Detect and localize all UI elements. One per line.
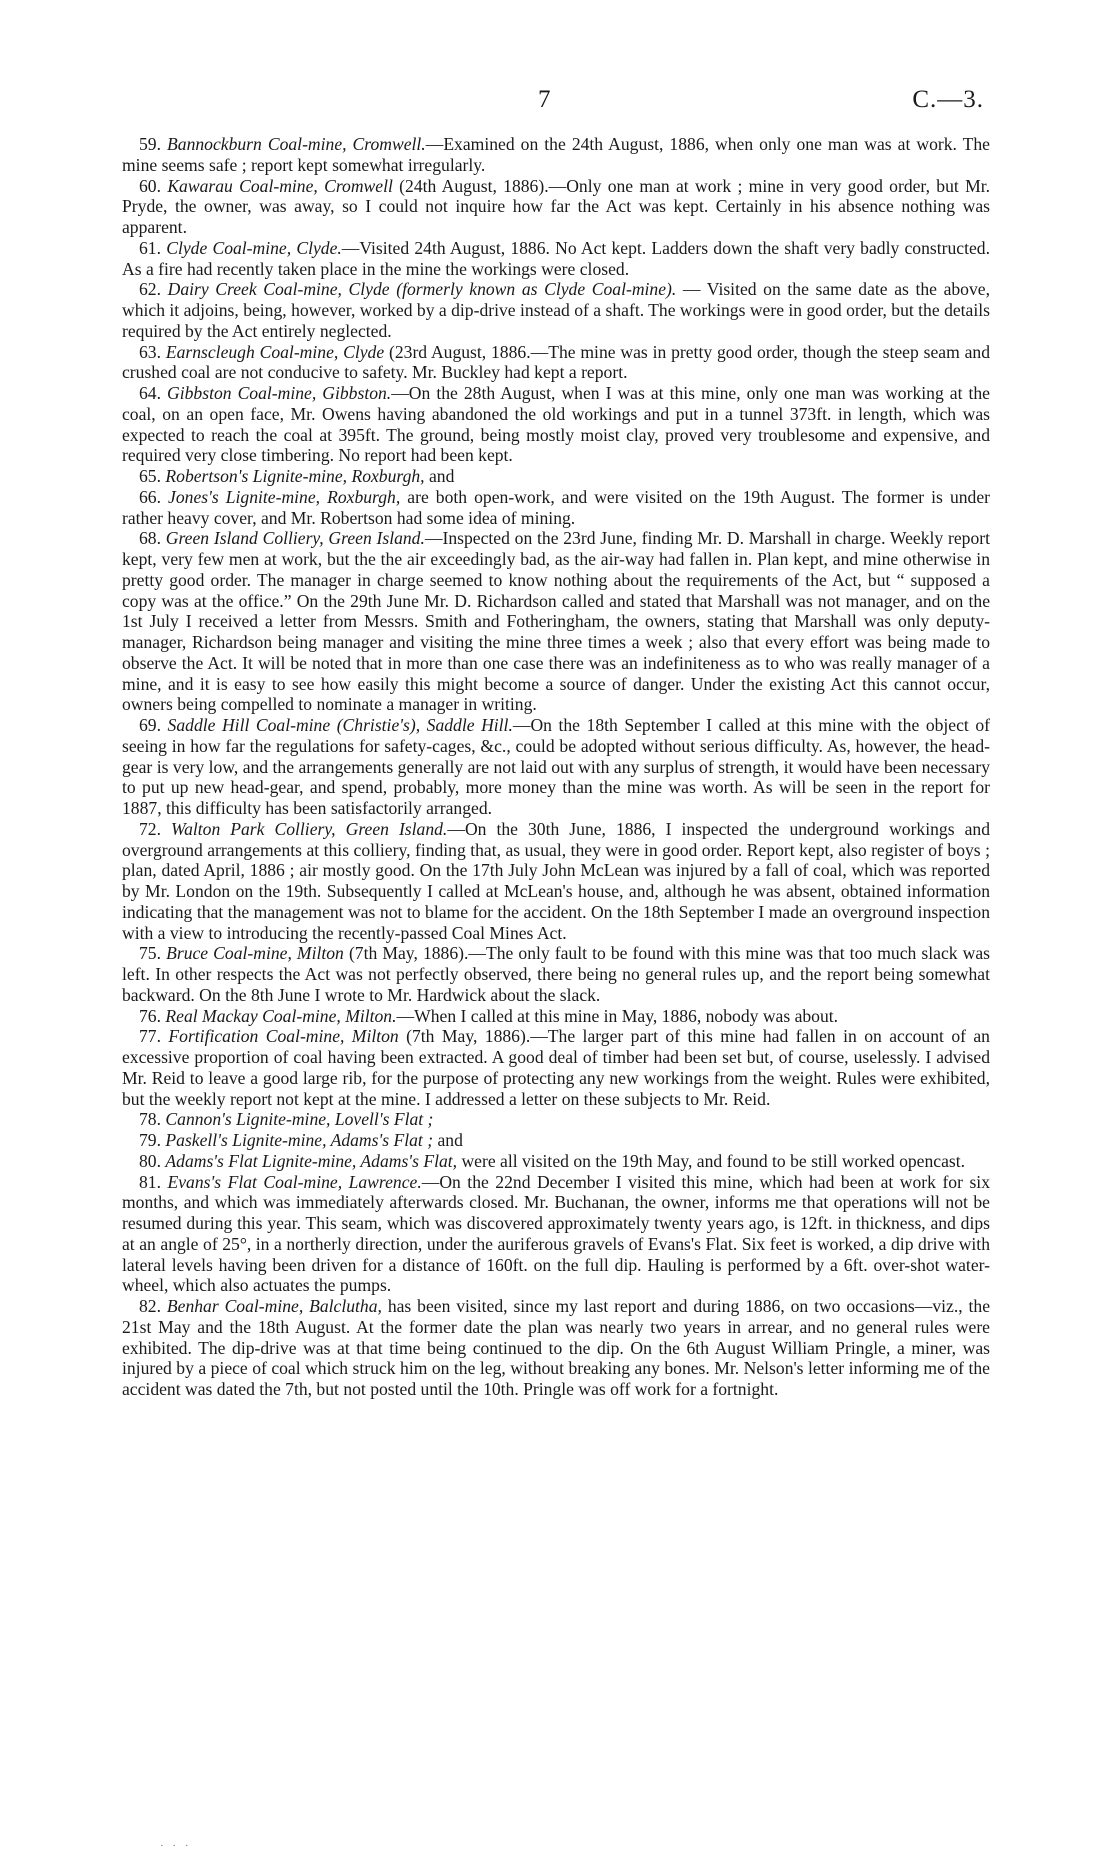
mine-title: Kawarau Coal-mine, Cromwell [167, 175, 393, 196]
paragraph-number: 64. [139, 383, 161, 403]
paragraph-text: were all visited on the 19th May, and found to be still worked opencast. [457, 1150, 966, 1171]
mine-title: Robertson's Lignite-mine, Roxburgh, [165, 466, 425, 486]
paragraph-61 [122, 238, 990, 280]
mine-title: Benhar Coal-mine, Balclutha, [166, 1296, 382, 1316]
paragraph-65 [122, 466, 990, 487]
paragraph-text: and [433, 1130, 463, 1150]
mine-title: Real Mackay Coal-mine, Milton. [165, 1005, 397, 1026]
mine-title: Walton Park Colliery, Green Island. [171, 818, 448, 839]
paragraph-number: 66. [139, 486, 161, 507]
paragraph-80 [122, 1151, 990, 1172]
paragraph-number: 81. [139, 1171, 161, 1192]
paragraph-77 [122, 1026, 990, 1109]
mine-title: Dairy Creek Coal-mine, Clyde (formerly known as Clyde Coal-mine). [167, 279, 677, 300]
paragraph-number: 72. [139, 818, 161, 839]
mine-title: Clyde Coal-mine, Clyde. [166, 237, 342, 258]
paragraph-60 [122, 176, 990, 238]
paragraph-number: 63. [139, 341, 161, 362]
paragraph-number: 60. [139, 175, 161, 196]
paragraph-text: —When I called at this mine in May, 1886, nobody was about. [396, 1005, 839, 1026]
mine-title: Cannon's Lignite-mine, Lovell's Flat ; [165, 1109, 434, 1130]
mine-title: Bannockburn Coal-mine, Cromwell. [167, 134, 426, 154]
paragraph-text: (7th May, 1886).—The only fault to be found with this mine was that too much slack was left. In other respects the Act was not perfectly observed, there being no general rules up, and the report being somewhat backward. On the 8th June I wrote to Mr. Hardwick about the slack. [122, 943, 990, 1005]
paragraph-text: —On the 30th June, 1886, I inspected the underground workings and overground arrangements at this colliery, finding that, as usual, they were in good order. Report kept, also register of boys ; plan, dated April, 1886 ; air mostly good. On the 17th July John McLean was injured by a fall of coal, which was reported by Mr. London on the 19th. Subsequently I called at McLean's house, and, although he was absent, obtained information indicating that the management was not to blame for the accident. On the 18th September I made an overground inspection with a view to introducing the recently-passed Coal Mines Act. [122, 818, 990, 943]
paragraph-72 [122, 819, 990, 944]
paragraph-number: 61. [139, 237, 161, 258]
paragraph-text: has been visited, since my last report and during 1886, on two occasions—viz., the 21st May and the 18th August. At the former date the plan was nearly two years in arrear, and no general rules were exhibited. The dip-drive was at that time being continued to the dip. On the 6th August William Pringle, a miner, was injured by a piece of coal which struck him on the leg, without breaking any bones. Mr. Nelson's letter informing me of the accident was dated the 7th, but not posted until the 10th. Pringle was off work for a fortnight. [122, 1296, 991, 1399]
paragraph-number: 79. [139, 1130, 161, 1150]
paragraph-number: 82. [139, 1296, 161, 1316]
paragraph-text: (23rd August, 1886.—The mine was in pretty good order, though the steep seam and crushed coal are not conducive to safety. Mr. Buckley had kept a report. [122, 341, 991, 383]
report-body [122, 134, 990, 1400]
paragraph-69 [122, 715, 990, 819]
paragraph-81 [122, 1172, 990, 1297]
paragraph-number: 77. [139, 1026, 161, 1047]
document-code: C.—3. [912, 86, 984, 113]
paragraph-78 [122, 1109, 990, 1130]
paragraph-text: —On the 18th September I called at this mine with the object of seeing in how far the regulations for safety-cages, &c., could be adopted without serious difficulty. As, however, the head-gear is very low, and the arrangements generally are not laid out with any surplus of strength, it would have been necessary to put up new head-gear, and spend, probably, more money than the mine was worth. As will be seen in the report for 1887, this difficulty has been satisfactorily arranged. [122, 715, 990, 818]
paragraph-text: —On the 22nd December I visited this mine, which had been at work for six months, and which was immediately afterwards closed. Mr. Buchanan, the owner, informs me that operations will not be resumed during this year. This seam, which was discovered approximately twenty years ago, is 12ft. in thickness, and dips at an angle of 25°, in a northerly direction, under the auriferous gravels of Evans's Flat. Six feet is worked, a dip drive with lateral levels having been driven for a distance of 160ft. on the full dip. Hauling is performed by a 6ft. over-shot water-wheel, which also actuates the pumps. [122, 1171, 990, 1296]
page-number: 7 [538, 86, 551, 113]
mine-title: Gibbston Coal-mine, Gibbston. [167, 383, 392, 403]
paragraph-text: —Examined on the 24th August, 1886, when only one man was at work. The mine seems safe ; report kept somewhat irregularly. [122, 134, 990, 175]
mine-title: Jones's Lignite-mine, Roxburgh, [168, 486, 401, 507]
paragraph-number: 75. [139, 943, 161, 964]
paragraph-text: —On the 28th August, when I was at this mine, only one man was working at the coal, on an open face, Mr. Owens having abandoned the old workings and put in a tunnel 373ft. in length, which was expected to reach the coal at 395ft. The ground, being mostly moist clay, proved very troublesome and expensive, and required very close timbering. No report had been kept. [122, 383, 990, 466]
paragraph-text: and [424, 466, 455, 486]
paragraph-number: 68. [139, 528, 161, 549]
paragraph-text: — Visited on the same date as the above, which it adjoins, being, however, worked by a dip-drive instead of a shaft. The workings were in good order, but the details required by the Act entirely neglected. [122, 279, 990, 341]
mine-title: Earnscleugh Coal-mine, Clyde [165, 341, 385, 362]
mine-title: Evans's Flat Coal-mine, Lawrence. [167, 1171, 422, 1192]
paragraph-number: 80. [139, 1150, 161, 1171]
mine-title: Bruce Coal-mine, Milton [166, 943, 344, 964]
paragraph-number: 69. [139, 715, 161, 735]
paragraph-text: are both open-work, and were visited on the 19th August. The former is under rather heavy cover, and Mr. Robertson had some idea of mining. [122, 486, 990, 528]
paragraph-63 [122, 342, 990, 384]
paragraph-68 [122, 528, 990, 715]
paragraph-82 [122, 1296, 990, 1400]
paragraph-79 [122, 1130, 990, 1151]
paragraph-76 [122, 1006, 990, 1027]
print-mark: · · · [160, 1840, 192, 1852]
paragraph-number: 65. [139, 466, 161, 486]
paragraph-64 [122, 383, 990, 466]
paragraph-59 [122, 134, 990, 176]
paragraph-number: 76. [139, 1005, 161, 1026]
paragraph-number: 59. [139, 134, 161, 154]
mine-title: Fortification Coal-mine, Milton [168, 1026, 399, 1047]
paragraph-number: 62. [139, 279, 161, 300]
paragraph-text: —Inspected on the 23rd June, finding Mr. D. Marshall in charge. Weekly report kept, very few men at work, but the the air exceedingly bad, as the air-way had fallen in. Plan kept, and mine otherwise in pretty good order. The manager in charge seemed to know nothing about the requirements of the Act, but “ supposed a copy was at the office.” On the 29th June Mr. D. Richardson called and stated that Marshall was not manager, and on the 1st July I received a letter from Messrs. Smith and Fotheringham, the owners, stating that Marshall was only deputy-manager, Richardson being manager and visiting the mine three times a week ; also that every effort was being made to observe the Act. It will be noted that in more than one case there was an indefiniteness as to who was really manager of a mine, and it is easy to see how easily this might become a source of danger. Under the existing Act this cannot occur, owners being compelled to nominate a manager in writing. [122, 528, 990, 715]
paragraph-text: (7th May, 1886).—The larger part of this mine had fallen in on account of an excessive proportion of coal having been extracted. A good deal of timber had been set but, of course, uselessly. I advised Mr. Reid to leave a good large rib, for the purpose of protecting any new workings from the weight. Rules were exhibited, but the weekly report not kept at the mine. I addressed a letter on these subjects to Mr. Reid. [122, 1026, 990, 1109]
paragraph-66 [122, 487, 990, 529]
paragraph-number: 78. [139, 1109, 161, 1130]
paragraph-text: —Visited 24th August, 1886. No Act kept. Ladders down the shaft very badly constructed. As a fire had recently taken place in the mine the workings were closed. [122, 237, 990, 279]
paragraph-text: (24th August, 1886).—Only one man at work ; mine in very good order, but Mr. Pryde, the owner, was away, so I could not inquire how far the Act was kept. Certainly in his absence nothing was apparent. [122, 175, 991, 237]
mine-title: Paskell's Lignite-mine, Adams's Flat ; [165, 1130, 434, 1150]
paragraph-75 [122, 943, 990, 1005]
mine-title: Saddle Hill Coal-mine (Christie's), Saddle Hill. [167, 715, 513, 735]
paragraph-62 [122, 279, 990, 341]
mine-title: Adams's Flat Lignite-mine, Adams's Flat, [165, 1150, 458, 1171]
mine-title: Green Island Colliery, Green Island. [165, 528, 425, 549]
